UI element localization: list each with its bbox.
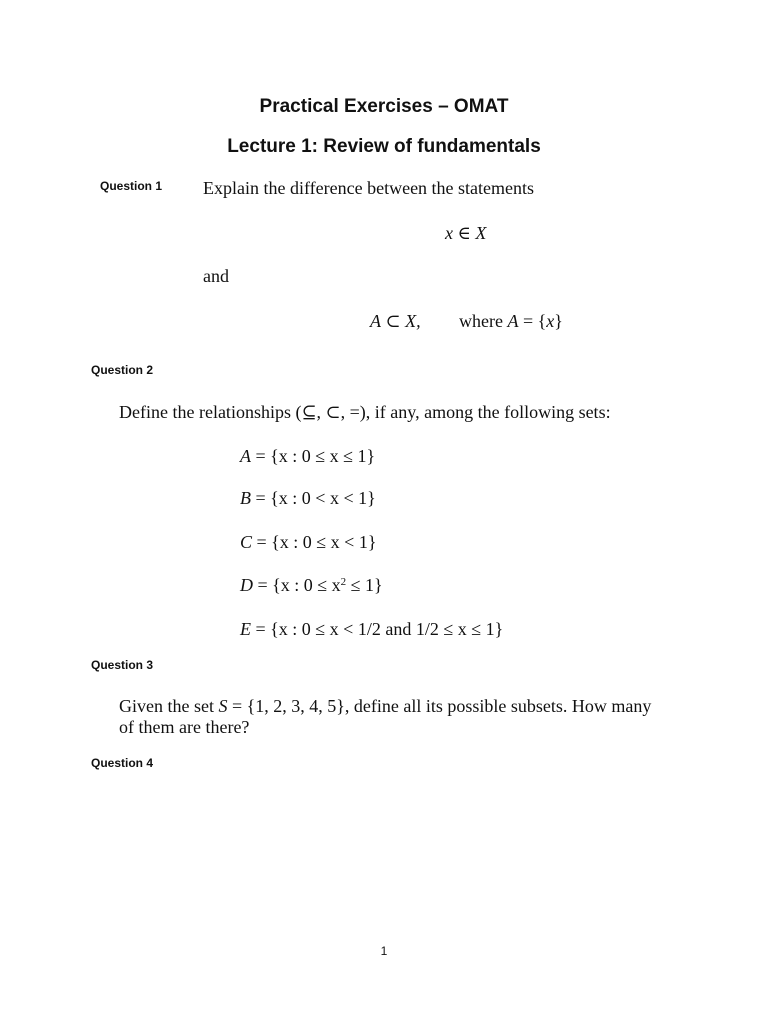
where-word: where — [459, 311, 503, 331]
set-body-end: ≤ 1} — [346, 575, 383, 595]
set-name: A — [240, 446, 251, 466]
set-body: = {x : 0 ≤ x — [257, 575, 341, 595]
question-1-formula-2 — [370, 311, 421, 332]
set-body: = {x : 0 ≤ x < 1/2 and 1/2 ≤ x ≤ 1} — [255, 619, 504, 639]
question-1-text: Explain the difference between the statements — [203, 178, 535, 198]
subset-symbol: ⊂ — [385, 311, 401, 331]
question-3-text-line-1 — [119, 696, 651, 717]
question-1-label: Question 1 — [100, 179, 163, 193]
question-3-text-line-2: of them are there? — [119, 717, 250, 737]
close-brace: } — [554, 311, 563, 331]
formula-var-x: x — [546, 311, 555, 331]
page-title: Practical Exercises – OMAT — [259, 96, 509, 117]
question-1-formula-1 — [445, 223, 486, 244]
question-2-text-after: ), if any, among the following sets: — [359, 402, 611, 422]
set-name: C — [240, 532, 253, 552]
formula-var-A: A — [370, 311, 381, 331]
question-2-text-before: Define the relationships ( — [119, 402, 302, 422]
question-1-conjunction: and — [203, 266, 229, 286]
set-definition-C — [240, 532, 376, 553]
question-3-label: Question 3 — [91, 658, 154, 672]
set-body: = {x : 0 < x < 1} — [255, 488, 376, 508]
set-definition-E — [240, 619, 503, 640]
set-name: S — [218, 696, 228, 716]
formula-var-x: x — [445, 223, 453, 243]
element-of-symbol: ∈ — [457, 223, 471, 243]
set-body: = {x : 0 ≤ x ≤ 1} — [255, 446, 376, 466]
formula-var-A: A — [507, 311, 519, 331]
set-name: B — [240, 488, 251, 508]
set-body: = {x : 0 ≤ x < 1} — [256, 532, 377, 552]
equals-brace: = { — [522, 311, 547, 331]
set-name: D — [240, 575, 253, 595]
question-3-set-def: = {1, 2, 3, 4, 5}, define all its possible subsets. How many — [227, 696, 652, 716]
question-2-text — [119, 402, 611, 423]
exponent: 2 — [340, 576, 347, 588]
formula-var-X: X, — [405, 311, 421, 331]
question-2-label: Question 2 — [91, 363, 154, 377]
question-4-label: Question 4 — [91, 756, 154, 770]
set-definition-B — [240, 488, 376, 509]
question-3-text-pre: Given the set — [119, 696, 219, 716]
set-definition-A — [240, 446, 375, 467]
page-number: 1 — [380, 944, 388, 958]
set-definition-D — [240, 575, 383, 596]
relationship-symbols: ⊆, ⊂, = — [301, 402, 360, 422]
formula-var-X: X — [475, 223, 487, 243]
set-name: E — [240, 619, 251, 639]
page-subtitle: Lecture 1: Review of fundamentals — [227, 136, 541, 157]
question-1-formula-2-where — [459, 311, 563, 332]
